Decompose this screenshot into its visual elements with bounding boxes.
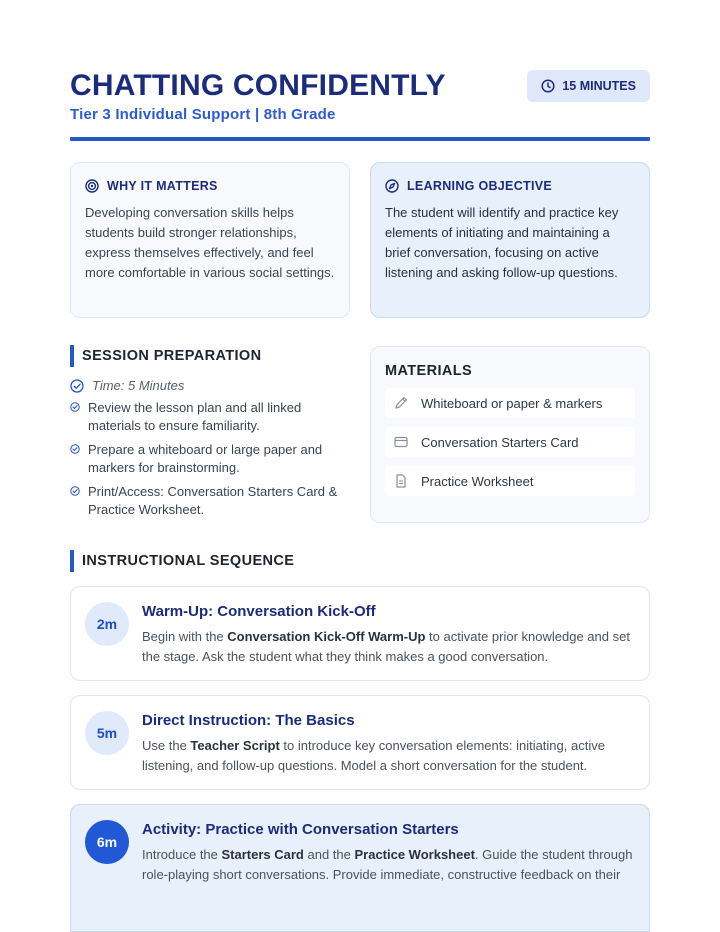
instructional-sequence-heading: INSTRUCTIONAL SEQUENCE (70, 550, 294, 572)
prep-item-text: Print/Access: Conversation Starters Card & Practice Worksheet. (88, 484, 338, 517)
step-text-emphasis: Practice Worksheet (354, 847, 475, 862)
step-text-emphasis: Starters Card (221, 847, 304, 862)
step-time-badge: 2m (85, 602, 129, 646)
learning-objective-card (370, 162, 650, 318)
step-text: Begin with the (142, 629, 228, 644)
materials-card (370, 346, 650, 523)
duration-badge (527, 70, 650, 102)
objective-heading: LEARNING OBJECTIVE (407, 179, 552, 193)
sequence-step-activity (70, 804, 650, 932)
why-it-matters-card (70, 162, 350, 318)
prep-time-label: Time: 5 Minutes (92, 378, 185, 393)
material-item-starters-card (385, 427, 635, 457)
step-description (142, 736, 642, 776)
compass-icon (385, 179, 399, 193)
lesson-subtitle: Tier 3 Individual Support | 8th Grade (70, 106, 336, 123)
sequence-step-direct-instruction (70, 695, 650, 790)
prep-item-text: Prepare a whiteboard or large paper and markers for brainstorming. (88, 442, 323, 475)
step-time-badge: 6m (85, 820, 129, 864)
objective-heading-row (385, 179, 635, 193)
step-title: Activity: Practice with Conversation Starters (142, 821, 459, 838)
lesson-header (70, 68, 650, 123)
document-icon (393, 473, 409, 489)
sequence-step-warmup (70, 586, 650, 681)
why-heading-row (85, 179, 335, 193)
list-item (70, 441, 352, 477)
prep-checklist (70, 399, 352, 519)
objective-body: The student will identify and practice key elements of initiating and maintaining a brief conversation, focusing on active listening and asking follow-up questions. (385, 205, 619, 280)
material-label: Whiteboard or paper & markers (421, 395, 603, 411)
duration-label: 15 MINUTES (562, 79, 636, 93)
step-text: . Guide the student through role-playing short conversations. Provide immediate, constructive feedback on their (142, 847, 633, 882)
step-text: to introduce key conversation elements: initiating, active listening, and follow-up questions. Model a short conversation for the student. (142, 738, 605, 773)
step-text: and the (303, 847, 355, 862)
check-circle-icon (70, 444, 80, 477)
session-preparation (70, 378, 352, 519)
check-circle-icon (70, 486, 80, 519)
prep-time-row (70, 378, 352, 393)
list-item (70, 399, 352, 435)
step-time-badge: 5m (85, 711, 129, 755)
why-heading: WHY IT MATTERS (107, 179, 218, 193)
list-item (70, 483, 352, 519)
check-circle-icon (70, 379, 84, 393)
why-body: Developing conversation skills helps students build stronger relationships, express themselves effectively, and feel more comfortable in various social settings. (85, 205, 335, 280)
step-text-emphasis: Teacher Script (190, 738, 280, 753)
step-text: to activate prior knowledge and set the stage. Ask the student what they think makes a good conversation. (142, 629, 630, 664)
pencil-icon (393, 395, 409, 411)
step-text: Introduce the (142, 847, 222, 862)
step-text-emphasis: Conversation Kick-Off Warm-Up (227, 629, 426, 644)
step-title: Warm-Up: Conversation Kick-Off (142, 603, 376, 620)
material-label: Conversation Starters Card (421, 434, 579, 450)
clock-icon (541, 79, 555, 93)
session-preparation-heading: SESSION PREPARATION (70, 345, 261, 367)
step-description (142, 845, 642, 885)
lesson-title: CHATTING CONFIDENTLY (70, 69, 446, 102)
step-text: Use the (142, 738, 191, 753)
material-label: Practice Worksheet (421, 473, 534, 489)
material-item-whiteboard (385, 388, 635, 418)
header-divider (70, 137, 650, 141)
check-circle-icon (70, 402, 80, 435)
step-title: Direct Instruction: The Basics (142, 712, 355, 729)
target-icon (85, 179, 99, 193)
prep-item-text: Review the lesson plan and all linked materials to ensure familiarity. (88, 400, 302, 433)
materials-heading: MATERIALS (385, 363, 473, 379)
step-description (142, 627, 642, 667)
material-item-worksheet (385, 466, 635, 496)
card-icon (393, 434, 409, 450)
